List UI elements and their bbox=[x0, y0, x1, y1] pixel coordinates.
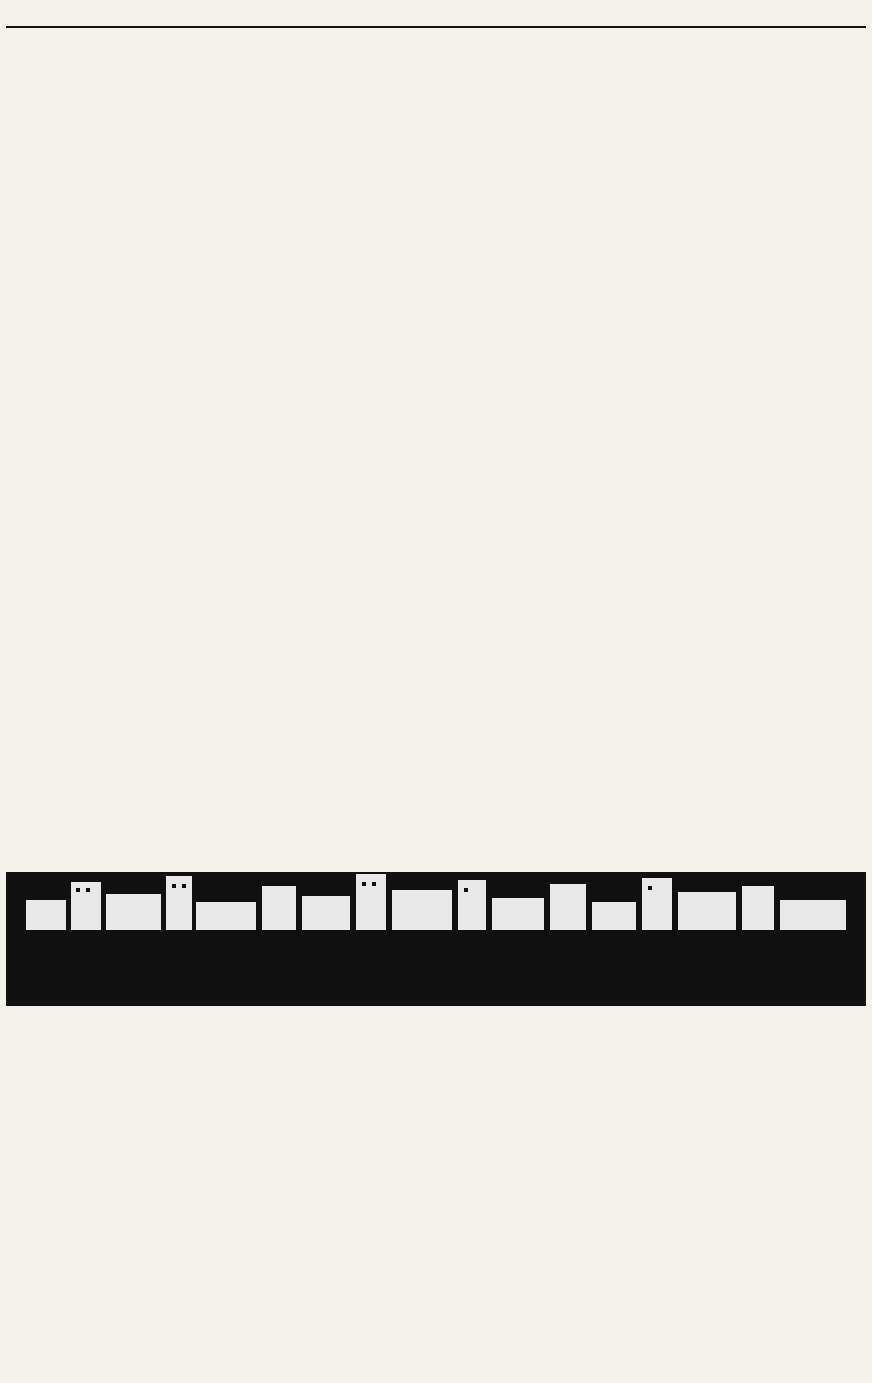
classified-columns-top bbox=[6, 30, 866, 870]
skyline-illustration bbox=[6, 872, 866, 1006]
commercial-banner bbox=[6, 872, 866, 1006]
page-masthead bbox=[6, 4, 866, 28]
classified-columns-bottom bbox=[6, 1008, 866, 1378]
